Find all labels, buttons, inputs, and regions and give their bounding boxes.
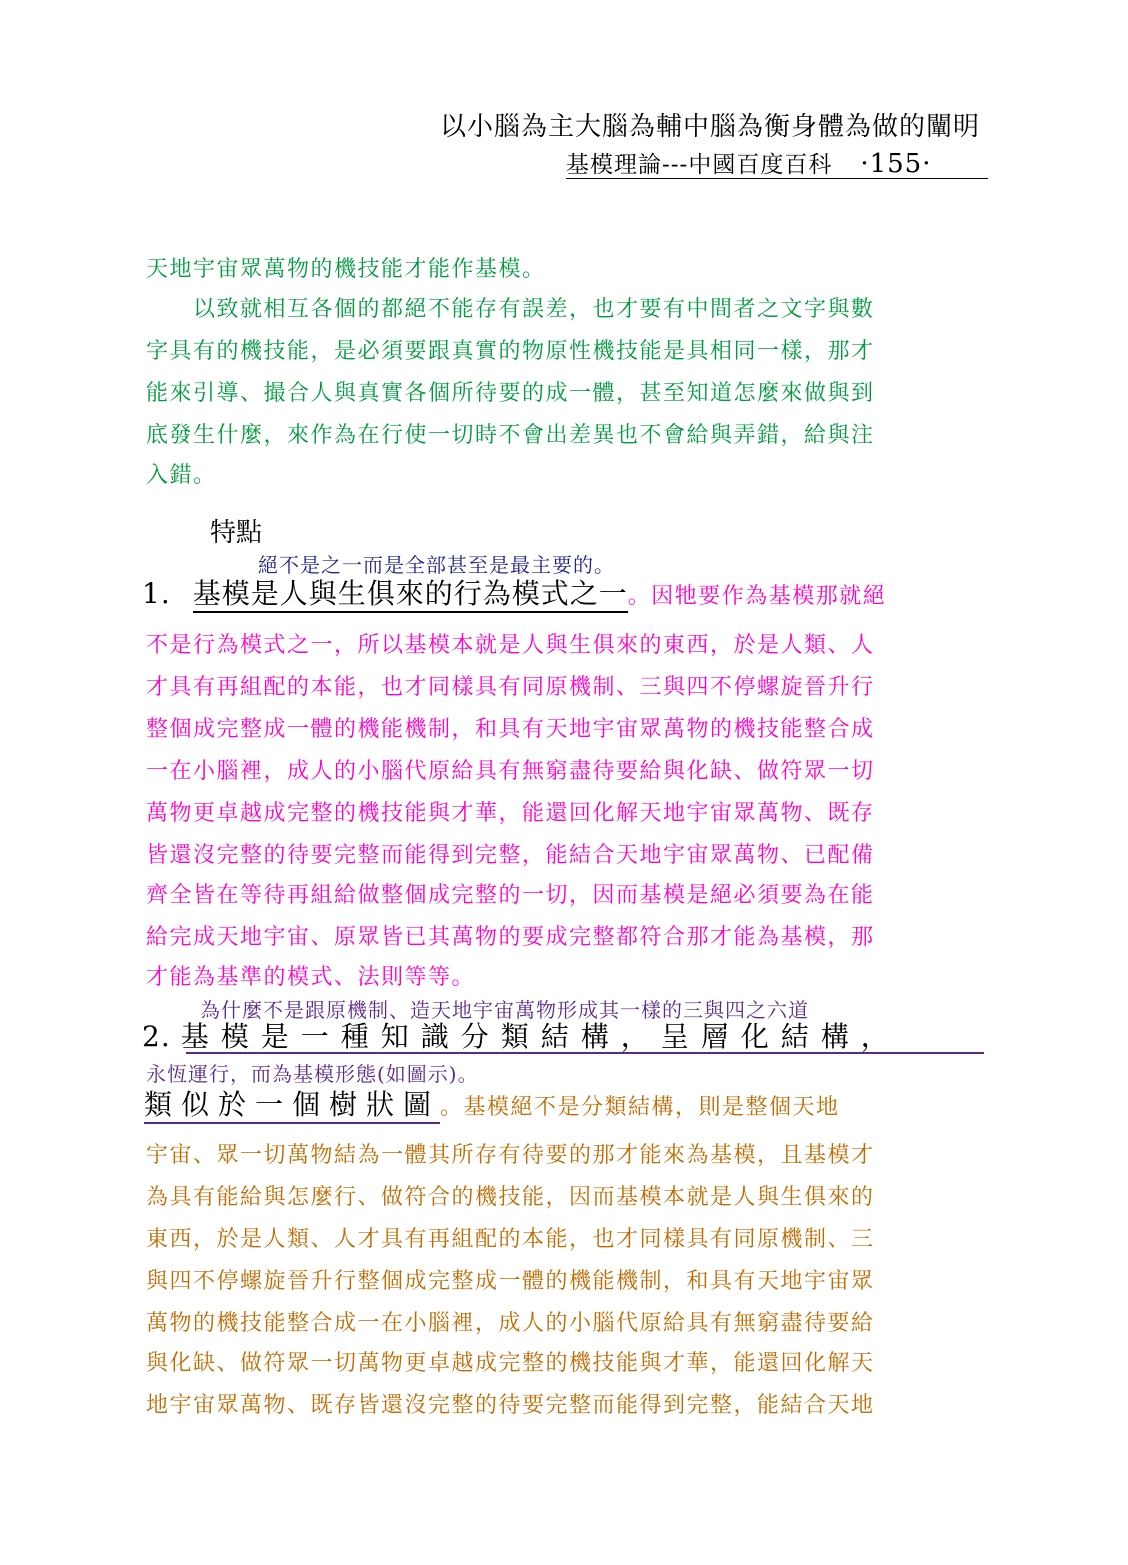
- header-rule: [566, 178, 988, 179]
- item1-line-3: 整個成完整成一體的機能機制，和具有天地宇宙眾萬物的機技能整合成: [146, 717, 875, 742]
- item1-heading-continuation: 。因牠要作為基模那就絕: [627, 584, 887, 609]
- item1-line-5: 萬物更卓越成完整的機技能與才華，能還回化解天地宇宙眾萬物、既存: [146, 801, 875, 826]
- item1-line-9: 才能為基準的模式、法則等等。: [146, 965, 476, 990]
- intro-line-4: 能來引導、撮合人與真實各個所待要的成一體，甚至知道怎麼來做與到: [146, 381, 875, 406]
- item2-number: 2.: [142, 1020, 171, 1053]
- item2-line-1: 宇宙、眾一切萬物結為一體其所存有待要的那才能來為基模，且基模才: [146, 1143, 875, 1168]
- item2-note-above: 為什麼不是跟原機制、造天地宇宙萬物形成其一樣的三與四之六道: [200, 998, 809, 1022]
- item1-line-6: 皆還沒完整的待要完整而能得到完整，能結合天地宇宙眾萬物、已配備: [146, 843, 875, 868]
- item1-heading-line: [142, 576, 886, 616]
- intro-line-1: 天地宇宙眾萬物的機技能才能作基模。: [146, 257, 546, 282]
- item2-heading-continuation: 。基模絕不是分類結構，則是整個天地: [440, 1095, 840, 1120]
- item1-note: 絕不是之一而是全部甚至是最主要的。: [258, 553, 615, 577]
- item1-line-8: 給完成天地宇宙、原眾皆已其萬物的要成完整都符合那才能為基模，那: [146, 925, 875, 950]
- item2-line-5: 萬物的機技能整合成一在小腦裡，成人的小腦代原給具有無窮盡待要給: [146, 1311, 875, 1336]
- intro-line-6: 入錯。: [146, 463, 217, 488]
- item1-line-7: 齊全皆在等待再組給做整個成完整的一切，因而基模是絕必須要為在能: [146, 883, 875, 908]
- item2-note-below: 永恆運行，而為基模形態(如圖示)。: [146, 1062, 479, 1086]
- item1-line-4: 一在小腦裡，成人的小腦代原給具有無窮盡待要給與化缺、做符眾一切: [146, 759, 875, 784]
- intro-line-5: 底發生什麼，來作為在行使一切時不會出差異也不會給與弄錯，給與注: [146, 423, 875, 448]
- page-number: ·155·: [860, 149, 932, 179]
- intro-line-2: 以致就相互各個的都絕不能存有誤差，也才要有中間者之文字與數: [146, 297, 875, 322]
- book-subtitle: 基模理論---中國百度百科: [566, 152, 833, 178]
- item2-line-7: 地宇宙眾萬物、既存皆還沒完整的待要完整而能得到完整，能結合天地: [146, 1393, 875, 1418]
- item2-line-6: 與化缺、做符眾一切萬物更卓越成完整的機技能與才華，能還回化解天: [146, 1351, 875, 1376]
- item2-heading-underline: [186, 1052, 984, 1054]
- item1-line-1: 不是行為模式之一，所以基模本就是人與生俱來的東西，於是人類、人: [146, 633, 875, 658]
- item1-number: 1.: [142, 577, 171, 610]
- item1-heading: 基模是人與生俱來的行為模式之一: [193, 577, 628, 613]
- running-title: 以小腦為主大腦為輔中腦為衡身體為做的闡明: [439, 112, 980, 142]
- item2-heading-line-2: [144, 1088, 840, 1126]
- section-title: 特點: [210, 518, 263, 548]
- item1-line-2: 才具有再組配的本能，也才同樣具有同原機制、三與四不停螺旋晉升行: [146, 675, 875, 700]
- item2-heading-part-1: 基模是一種知識分類結構，呈層化結構，: [180, 1020, 901, 1053]
- item2-line-3: 東西，於是人類、人才具有再組配的本能，也才同樣具有同原機制、三: [146, 1227, 875, 1252]
- item2-line-2: 為具有能給與怎麼行、做符合的機技能，因而基模本就是人與生俱來的: [146, 1185, 875, 1210]
- running-subtitle: [566, 146, 931, 179]
- item2-heading-part-2: 類似於一個樹狀圖: [144, 1088, 440, 1124]
- item2-line-4: 與四不停螺旋晉升行整個成完整成一體的機能機制，和具有天地宇宙眾: [146, 1269, 875, 1294]
- intro-line-3: 字具有的機技能，是必須要跟真實的物原性機技能是具相同一樣，那才: [146, 339, 875, 364]
